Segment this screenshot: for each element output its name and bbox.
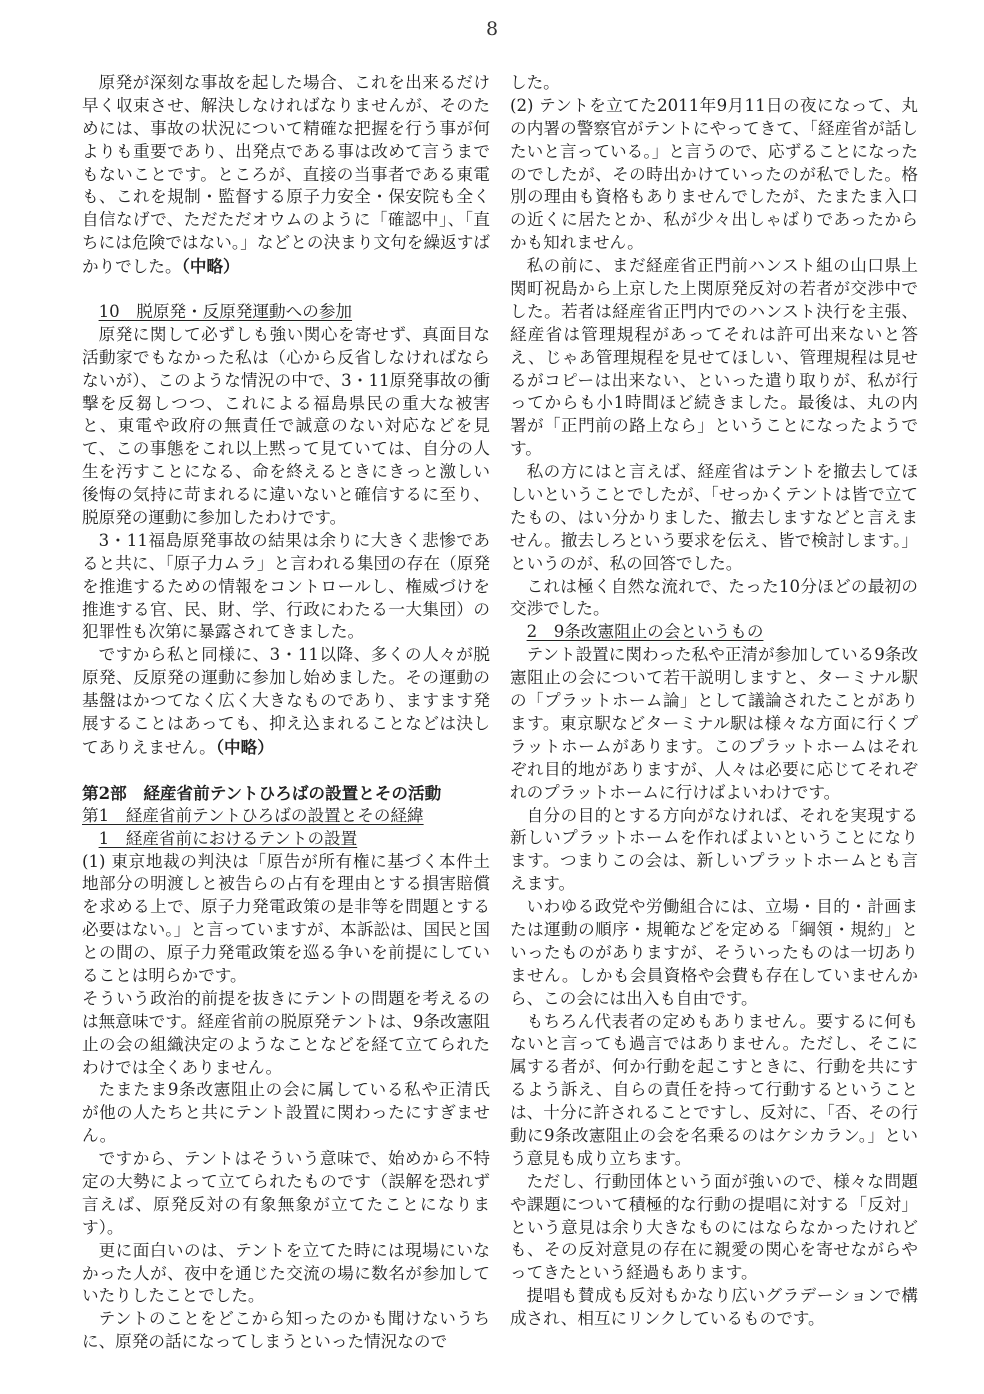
paragraph: いわゆる政党や労働組合には、立場・目的・計画または運動の順序・規範などを定める「綱領・規約」といったものがありますが、そういったものは一切ありません。しかも会員資格や会費も存在していませんから、この会には出入も自由です。 [510, 897, 918, 1008]
part-heading: 第2部 経産省前テントひろばの設置とその活動 [82, 782, 442, 803]
paragraph: 更に面白いのは、テントを立てた時には現場にいなかった人が、夜中を通じた交流の場に数名が参加していたりしたことでした。 [82, 1240, 490, 1306]
paragraph: 自分の目的とする方向がなければ、それを実現する新しいプラットホームを作ればよいということになります。つまりこの会は、新しいプラットホームとも言えます。 [510, 805, 918, 894]
paragraph: そういう政治的前提を抜きにテントの問題を考えるのは無意味です。経産省前の脱原発テントは、9条改憲阻止の会の組織決定のようなことなどを経て立てられたわけでは全くありません。 [82, 988, 490, 1077]
paragraph: これは極く自然な流れで、たった10分ほどの最初の交渉でした。 [510, 576, 918, 619]
paragraph: 原発に関して必ずしも強い関心を寄せず、真面目な活動家でもなかった私は（心から反省しなければならないが）、このような情況の中で、3・11原発事故の衝撃を反芻しつつ、これによる福島県民の重大な被害と、東電や政府の無責任で誠意のない対応などを見て、この事態をこれ以上黙って見ていては、自分の人生を汚すことになる、命を終えるときにきっと激しい後悔の気持に苛まれるに違いないと確信するに至り、脱原発の運動に参加したわけです。 [82, 324, 490, 528]
paragraph: テント設置に関わった私や正清が参加している9条改憲阻止の会について若干説明しますと、ターミナル駅の「プラットホーム論」として議論されたことがあります。東京駅などターミナル駅は様々な方面に行くプラットホームがあります。このプラットホームはそれぞれ目的地がありますが、人々は必要に応じてそれぞれのプラットホームに行けばよいわけです。 [510, 645, 918, 802]
paragraph: もちろん代表者の定めもありません。要するに何もないと言っても過言ではありません。ただし、そこに属する者が、何か行動を起こすときに、行動を共にするよう訴え、自らの責任を持って行動するということは、十分に許されることですし、反対に、「否、その行動に9条改憲阻止の会を名乗るのはケシカラン。」という意見も成り立ちます。 [510, 1011, 918, 1168]
paragraph: 私の前に、まだ経産省正門前ハンスト組の山口県上関町祝島から上京した上関原発反対の若者が交渉中でした。若者は経産省正門内でのハンスト決行を主張、経産省は管理規程があってそれは許可出来ないと答え、じゃあ管理規程を見せてほしい、管理規程は見せるがコピーは出来ない、といった遣り取りが、私が行ってからも小1時間ほど続きました。最後は、丸の内署が「正門前の路上なら」ということになったようです。 [510, 256, 918, 459]
paragraph: ですから私と同様に、3・11以降、多くの人々が脱原発、反原発の運動に参加し始めました。その運動の基盤はかつてなく広く大きなものであり、ますます発展することはあっても、抑え込まれることなどは決してありえません。（中略） [82, 645, 490, 757]
paragraph: テントのことをどこから知ったのかも聞けないうちに、原発の話になってしまうといった情況なので [82, 1309, 490, 1352]
paragraph: ただし、行動団体という面が強いので、様々な問題や課題について積極的な行動の提唱に対する「反対」という意見は余り大きなものにはならなかったけれども、その反対意見の存在に親愛の関心を寄せながらやってきたという経過もあります。 [510, 1171, 918, 1283]
omission-note: （中略） [181, 256, 240, 277]
paragraph: (1) 東京地裁の判決は「原告が所有権に基づく本件土地部分の明渡しと被告らの占有を理由とする損害賠償を求める上で、原子力発電政策の是非等を問題とする必要はない。」と言っていますが、本訴訟は、国民と国との間の、原子力発電政策を巡る争いを前提にしていることは明らかです。 [82, 851, 490, 985]
paragraph: (2) テントを立てた2011年9月11日の夜になって、丸の内署の警察官がテントにやってきて、「経産省が話したいと言っている。」と言うので、応ずることになったのでしたが、その時出かけていったのが私でした。格別の理由も資格もありませんでしたが、たまたま入口の近くに居たとか、私が少々出しゃばりであったからかも知れません。 [510, 95, 918, 253]
page-number: 8 [485, 18, 499, 40]
section-heading-1: 1 経産省前におけるテントの設置 [98, 828, 358, 848]
paragraph: 私の方にはと言えば、経産省はテントを撤去してほしいということでしたが、「せっかくテントは皆で立てたもの、はい分かりました、撤去しますなどと言えません。撤去しろという要求を伝え、皆で検討します。」というのが、私の回答でした。 [510, 462, 918, 573]
paragraph: ですから、テントはそういう意味で、始めから不特定の大勢によって立てられたものです（誤解を恐れず言えば、原発反対の有象無象が立てたことになります）。 [82, 1149, 490, 1237]
paragraph: たまたま9条改憲阻止の会に属している私や正清氏が他の人たちと共にテント設置に関わったにすぎません。 [82, 1080, 490, 1146]
paragraph: 提唱も賛成も反対もかなり広いグラデーションで構成され、相互にリンクしているものです。 [510, 1286, 918, 1329]
omission-note: （中略） [215, 736, 274, 757]
left-column [82, 72, 490, 1354]
chapter-heading: 第1 経産省前テントひろばの設置とその経緯 [82, 805, 424, 825]
paragraph: した。 [510, 73, 560, 92]
right-column [510, 72, 918, 1331]
paragraph: 原発が深刻な事故を起した場合、これを出来るだけ早く収束させ、解決しなければなりませんが、そのためには、事故の状況について精確な把握を行う事が何よりも重要であり、出発点である事は改めて言うまでもないことです。ところが、直接の当事者である東電も、これを規制・監督する原子力安全・保安院も全く自信なげで、ただただオウムのように「確認中」、「直ちには危険ではない。」などとの決まり文句を繰返すばかりでした。（中略） [82, 73, 490, 277]
section-heading-2: 2 9条改憲阻止の会というもの [526, 622, 764, 642]
section-heading-10: 10 脱原発・反原発運動への参加 [98, 302, 353, 322]
paragraph: 3・11福島原発事故の結果は余りに大きく悲惨であると共に、「原子力ムラ」と言われる集団の存在（原発を推進するための情報をコントロールし、権威づけを推進する官、民、財、学、行政にわたる一大集団）の犯罪性も次第に暴露されてきました。 [82, 530, 490, 642]
